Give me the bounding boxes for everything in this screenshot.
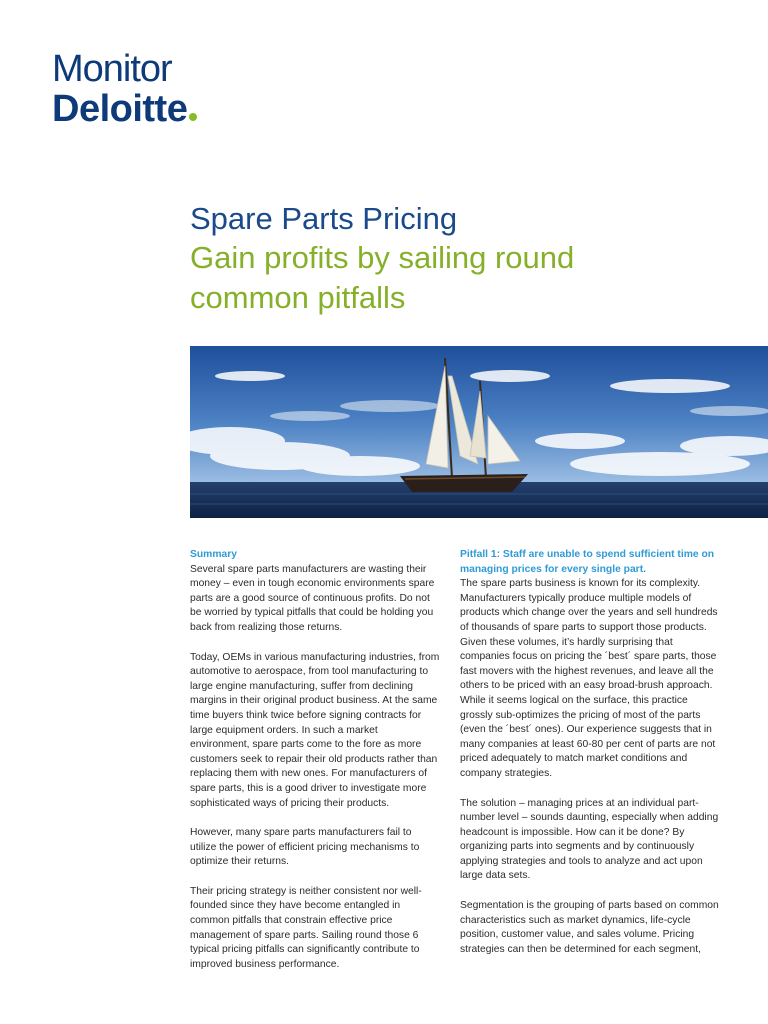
- document-subtitle-line-2: common pitfalls: [190, 280, 406, 315]
- pitfall-1-paragraph-1: The spare parts business is known for its complexity. Manufacturers typically produce multiple models of products which change over the years and sell hundreds of thousands of spare parts to support those products. Given these volumes, it’s hardly surprising that companies focus on pricing the ´best´ spare parts, those fast movers with the highest revenues, and leave all the others to be priced with an easy broad-brush approach. While it seems logical on the surface, this practice grossly sub-optimizes the pricing of most of the parts (even the ´best´ ones). Our experience suggests that in many companies at least 60-80 per cent of parts are not priced adequately to match market conditions and company strategies.: [460, 578, 718, 779]
- company-logo: [52, 50, 197, 128]
- logo-deloitte-word: Deloitte: [52, 88, 188, 130]
- left-column: [190, 548, 440, 987]
- logo-green-dot: [189, 113, 197, 121]
- summary-heading: Summary: [190, 549, 237, 560]
- pitfall-1-paragraph-3: Segmentation is the grouping of parts based on common characteristics such as market dynamics, life-cycle position, customer value, and sales volume. Pricing strategies can then be determined for each segment,: [460, 900, 719, 955]
- document-title-block: [190, 200, 750, 318]
- pitfall-1-paragraph-2: The solution – managing prices at an individual part-number level – sounds daunting, especially when adding headcount is impossible. How can it be done? By organizing parts into segments and by continuously applying strategies and tools to analyze and act upon large data sets.: [460, 797, 719, 882]
- right-column: [460, 548, 722, 972]
- summary-paragraph-4: Their pricing strategy is neither consistent nor well-founded since they have become entangled in common pitfalls that constrain effective price management of spare parts. Sailing round those 6 typical pricing pitfalls can significantly contribute to improved business performance.: [190, 885, 422, 970]
- logo-deloitte-text: [52, 90, 197, 128]
- document-title: Spare Parts Pricing: [190, 201, 458, 236]
- pitfall-1-heading: Pitfall 1: Staff are unable to spend sufficient time on managing prices for every single part.: [460, 549, 715, 575]
- sailing-ship-illustration: [190, 346, 768, 518]
- summary-paragraph-2: Today, OEMs in various manufacturing industries, from automotive to aerospace, from tool manufacturing to large engine manufacturing, suffer from declining margins in their original product business. At the same time buyers think twice before signing contracts for large equipment orders. In such a market environment, spare parts come to the fore as more customers seek to repair their old products rather than replacing them with new ones. For manufacturers of spare parts, this is a good driver to investigate more sophisticated ways of pricing their products.: [190, 651, 440, 809]
- document-subtitle-line-1: Gain profits by sailing round: [190, 240, 575, 275]
- logo-monitor-text: Monitor: [52, 48, 172, 90]
- summary-paragraph-3: However, many spare parts manufacturers fail to utilize the power of efficient pricing mechanisms to optimize their returns.: [190, 827, 420, 868]
- summary-paragraph-1: Several spare parts manufacturers are wasting their money – even in tough economic environments spare parts are a good source of continuous profits. Do not be worried by typical pitfalls that could be holding you back from realizing those returns.: [190, 563, 435, 633]
- sailing-ship-photo: [190, 346, 768, 518]
